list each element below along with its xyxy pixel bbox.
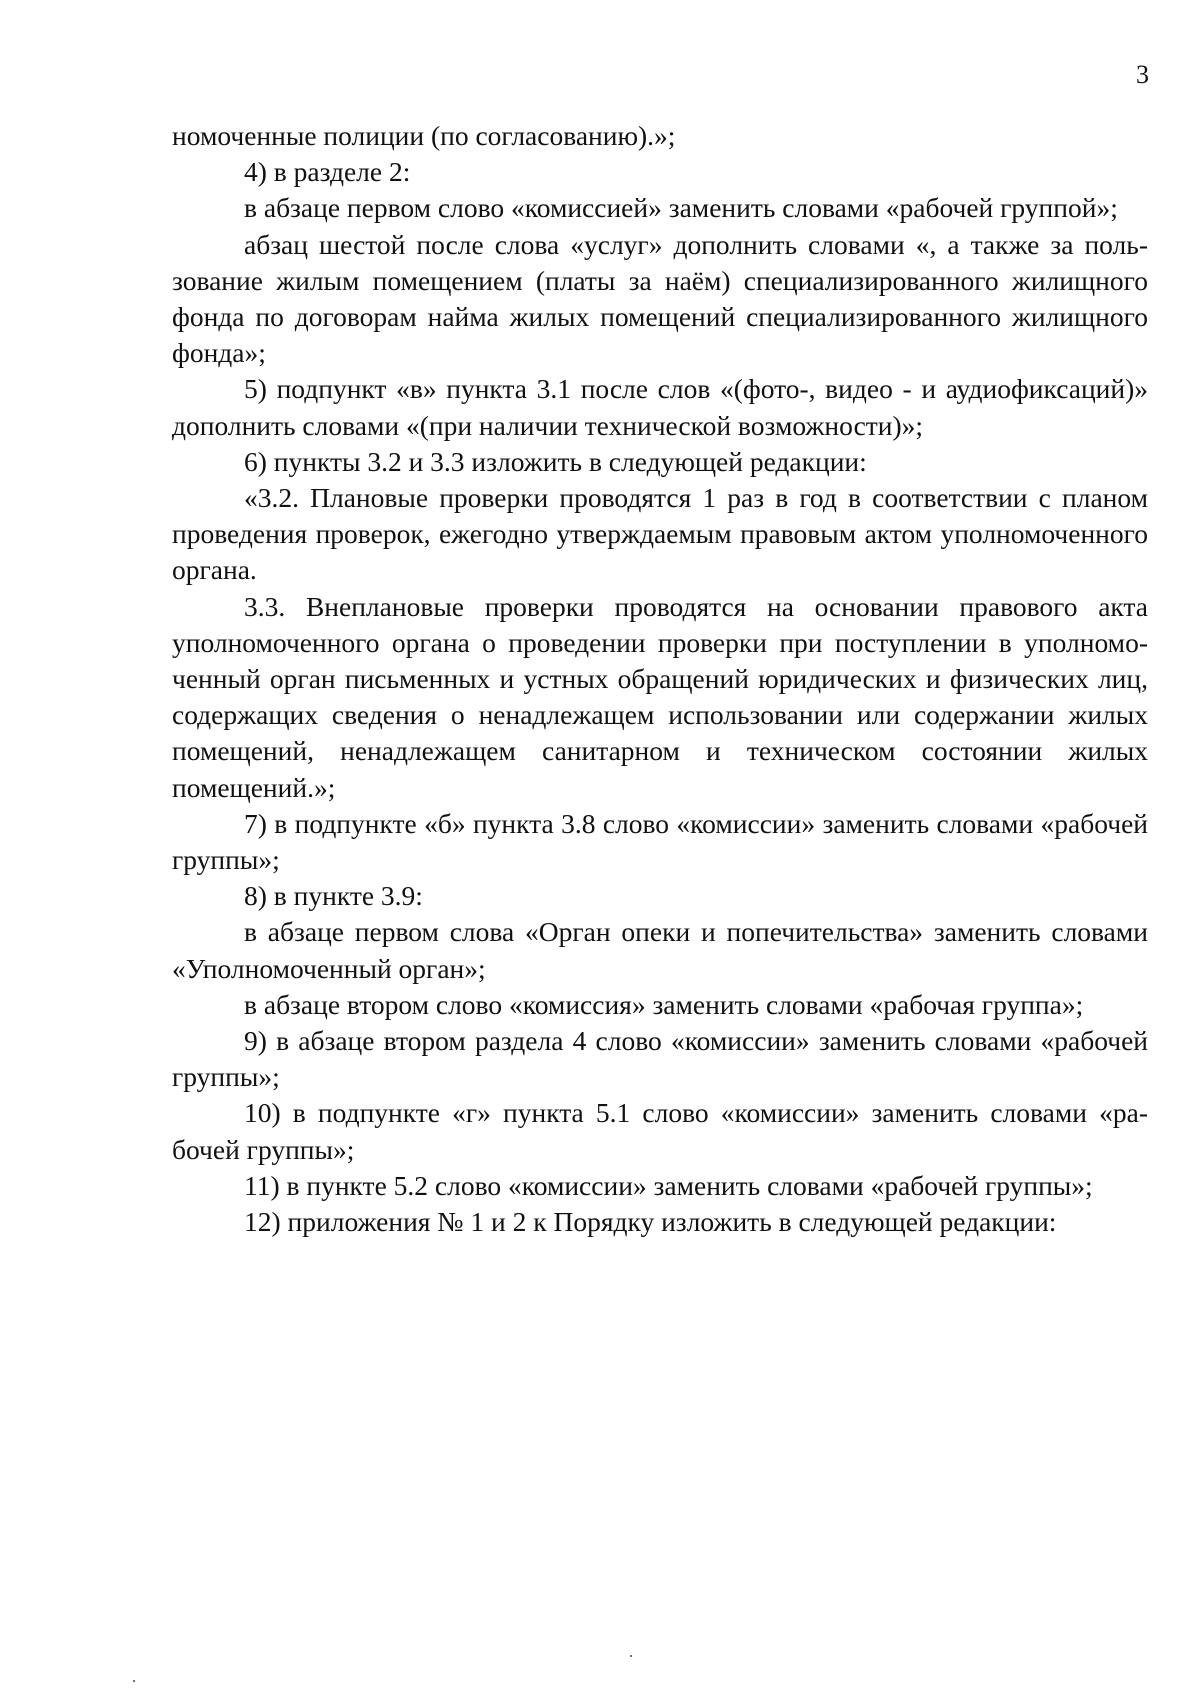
paragraph-clause-3-2: «3.2. Плановые проверки проводятся 1 раз в год в соответствии с планом проведения проверок, ежегодно утверждаемым правовым актом уполномоченного органа. xyxy=(172,482,1148,586)
paragraph-item-8-abzac-2: в абзаце втором слово «комиссия» заменить словами «рабочая группа»; xyxy=(244,988,1084,1020)
document-body xyxy=(172,118,1148,1240)
page-number: 3 xyxy=(1136,60,1149,89)
paragraph-item-7: 7) в подпункте «б» пункта 3.8 слово «комиссии» заменить словами «рабочей группы»; xyxy=(172,807,1148,876)
paragraph-item-4: 4) в разделе 2: xyxy=(244,156,411,188)
paragraph-item-9: 9) в абзаце втором раздела 4 слово «комиссии» заменить словами «рабочей группы»; xyxy=(172,1025,1148,1093)
paragraph-item-10: 10) в подпункте «г» пункта 5.1 слово «комиссии» заменить словами «рабочей группы»; xyxy=(172,1097,1148,1165)
paragraph-item-6: 6) пункты 3.2 и 3.3 изложить в следующей редакции: xyxy=(244,445,867,477)
paragraph-item-8-abzac-1: в абзаце первом слова «Орган опеки и попечительства» заменить словами «Уполномоченный орган»; xyxy=(172,916,1148,984)
paragraph-item-11: 11) в пункте 5.2 слово «комиссии» заменить словами «рабочей группы»; xyxy=(244,1169,1093,1201)
paragraph-item-4-abzac-1: в абзаце первом слово «комиссией» заменить словами «рабочей группой»; xyxy=(244,192,1118,224)
paragraph-item-4-abzac-6: абзац шестой после слова «услуг» дополнить словами «, а также за пользование жилым помещением (платы за наём) специализированного жилищного фонда по договорам найма жилых помещений специализированного жилищного фонда»; xyxy=(172,228,1148,369)
paragraph-item-5: 5) подпункт «в» пункта 3.1 после слов «(фото-, видео - и аудиофиксаций)» дополнить словами «(при наличии технической возможности)»; xyxy=(172,373,1148,441)
paragraph-clause-3-3: 3.3. Внеплановые проверки проводятся на основании правового акта уполномоченного органа о проведении проверки при поступлении в уполномоченный орган письменных и устных обращений юридических и физических лиц, содержащих сведения о ненадлежащем использовании или содержании жилых помещений, ненадлежащем санитарном и техническом состоянии жилых помещений.»; xyxy=(172,590,1148,803)
paragraph-item-12: 12) приложения № 1 и 2 к Порядку изложить в следующей редакции: xyxy=(244,1206,1057,1238)
paragraph-continuation: номоченные полиции (по согласованию).»; xyxy=(172,120,676,151)
scan-speck xyxy=(133,1680,135,1682)
paragraph-item-8: 8) в пункте 3.9: xyxy=(244,880,423,912)
scan-speck xyxy=(630,1655,632,1657)
